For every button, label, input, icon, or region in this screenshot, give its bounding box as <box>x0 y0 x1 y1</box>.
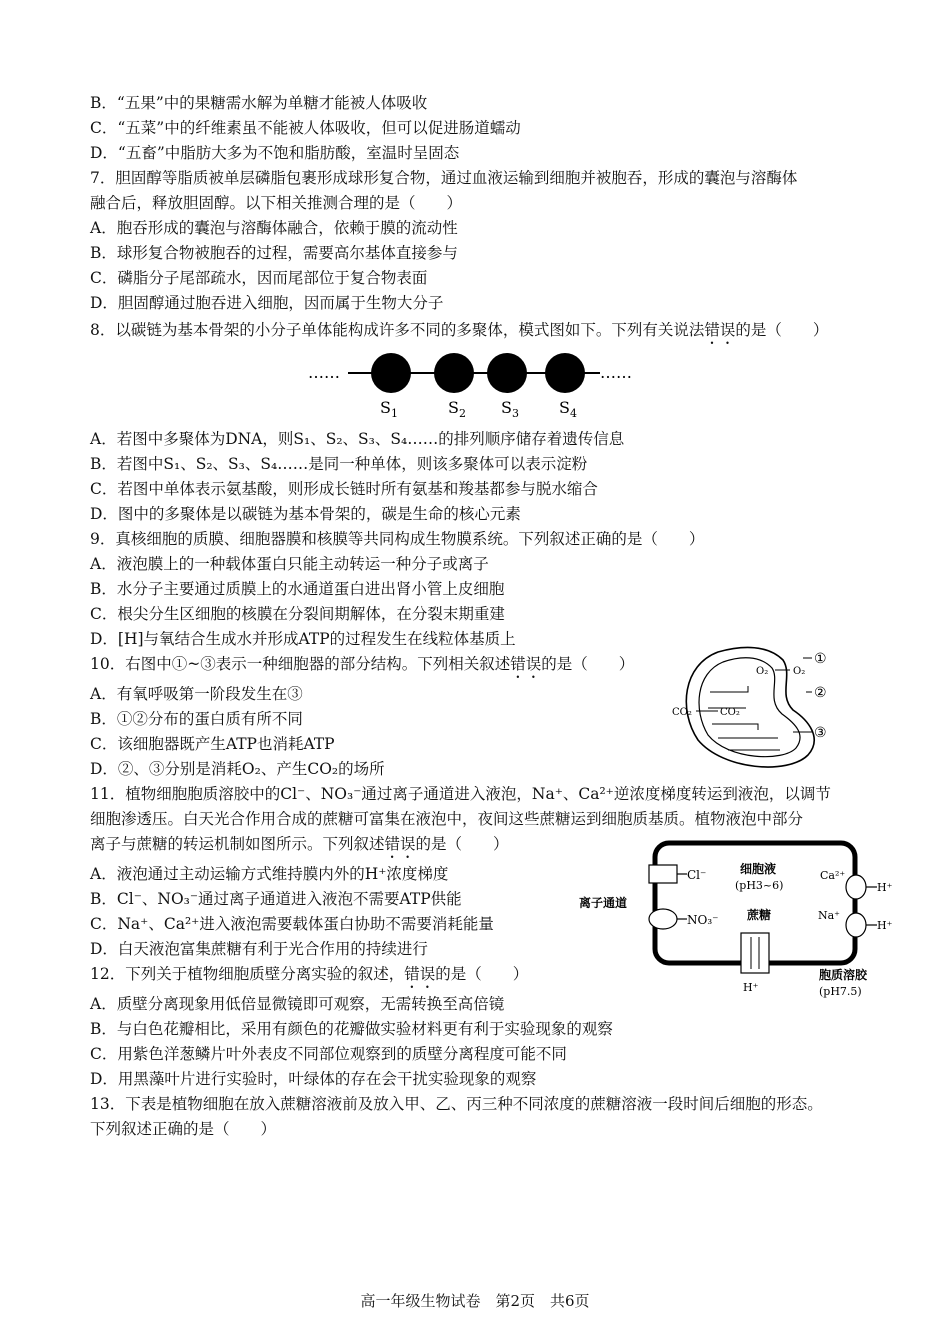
q11-stem-post: 的是（ ） <box>415 835 509 853</box>
q10-stem <box>90 654 634 682</box>
q9-stem: 9．真核细胞的质膜、细胞器膜和核膜等共同构成生物膜系统。下列叙述正确的是（ ） <box>90 530 705 548</box>
q9-option-a: A．液泡膜上的一种载体蛋白只能主动转运一种分子或离子 <box>90 555 489 573</box>
q13-stem-line1: 13．下表是植物细胞在放入蔗糖溶液前及放入甲、乙、丙三种不同浓度的蔗糖溶液一段时间后细胞的形态。 <box>90 1095 823 1113</box>
marker-1: ① <box>814 651 827 667</box>
ca-transporter <box>846 875 866 899</box>
q8-option-b: B．若图中S₁、S₂、S₃、S₄……是同一种单体，则该多聚体可以表示淀粉 <box>90 455 588 473</box>
monomer-s4 <box>545 353 585 393</box>
q12-option-a: A．质壁分离现象用低倍显微镜即可观察，无需转换至高倍镜 <box>90 995 505 1013</box>
q12-stem-post: 的是（ ） <box>435 965 529 983</box>
marker-2: ② <box>814 685 827 701</box>
q10-stem-post: 的是（ ） <box>541 655 635 673</box>
label-s2: $S_2$ <box>448 398 466 420</box>
ion-channel-label: 离子通道 <box>579 896 628 910</box>
marker-3: ③ <box>814 725 827 741</box>
q11-stem-line2: 细胞渗透压。白天光合作用合成的蔗糖可富集在液泡中，夜间这些蔗糖运到细胞质基质。植物液泡中部分 <box>90 810 804 828</box>
q8-stem-post: 的是（ ） <box>735 321 829 339</box>
monomer-s2 <box>434 353 474 393</box>
q11-option-b: B．Cl⁻、NO₃⁻通过离子通道进入液泡不需要ATP供能 <box>90 890 462 908</box>
monomer-s1 <box>371 353 411 393</box>
mitochondrion-diagram <box>668 640 848 780</box>
no3-label: NO₃⁻ <box>687 913 719 927</box>
q12-option-b: B．与白色花瓣相比，采用有颜色的花瓣做实验材料更有利于实验现象的观察 <box>90 1020 613 1038</box>
cell-sap-ph: (pH3~6) <box>735 879 784 892</box>
q10-option-c: C．该细胞器既产生ATP也消耗ATP <box>90 735 335 753</box>
o2-label-a: O₂ <box>756 666 769 677</box>
cytosol-label: 胞质溶胶 <box>819 968 868 982</box>
option-b: B．“五果”中的果糖需水解为单糖才能被人体吸收 <box>90 94 428 112</box>
cell-sap-label: 细胞液 <box>740 862 777 876</box>
q11-option-d: D．白天液泡富集蔗糖有利于光合作用的持续进行 <box>90 940 428 958</box>
q11-option-c: C．Na⁺、Ca²⁺进入液泡需要载体蛋白协助不需要消耗能量 <box>90 915 494 933</box>
q12-stem <box>90 964 528 992</box>
q10-option-d: D．②、③分别是消耗O₂、产生CO₂的场所 <box>90 760 385 778</box>
label-s1: $S_1$ <box>380 398 398 420</box>
label-s3: $S_3$ <box>501 398 519 420</box>
sucrose-label: 蔗糖 <box>747 908 772 922</box>
dots-left: …… <box>308 363 340 382</box>
monomer-s3 <box>487 353 527 393</box>
cl-label: Cl⁻ <box>687 868 707 882</box>
dots-right: …… <box>600 363 632 382</box>
vacuole-transport-diagram <box>575 835 905 1000</box>
q12-stem-emphasis: 错误 <box>404 965 436 983</box>
channel-cl <box>649 865 677 883</box>
q7-stem-line1: 7．胆固醇等脂质被单层磷脂包裹形成球形复合物，通过血液运输到细胞并被胞吞，形成的囊泡与溶酶体 <box>90 169 798 187</box>
q8-option-c: C．若图中单体表示氨基酸，则形成长链时所有氨基和羧基都参与脱水缩合 <box>90 480 598 498</box>
q10-stem-emphasis: 错误 <box>510 655 542 673</box>
ca-label: Ca²⁺ <box>820 869 846 882</box>
q11-stem-line1: 11．植物细胞胞质溶胶中的Cl⁻、NO₃⁻通过离子通道进入液泡，Na⁺、Ca²⁺逆浓度梯度转运到液泡，以调节 <box>90 785 831 803</box>
sucrose-transporter <box>741 933 769 973</box>
q11-stem-pre: 离子与蔗糖的转运机制如图所示。下列叙述 <box>90 835 385 853</box>
q8-option-a: A．若图中多聚体为DNA，则S₁、S₂、S₃、S₄……的排列顺序储存着遗传信息 <box>90 430 625 448</box>
q10-option-a: A．有氧呼吸第一阶段发生在③ <box>90 685 303 703</box>
na-label: Na⁺ <box>818 909 840 922</box>
q11-option-a: A．液泡通过主动运输方式维持膜内外的H⁺浓度梯度 <box>90 865 449 883</box>
q8-stem-emphasis: 错误 <box>704 321 736 339</box>
cytosol-ph: (pH7.5) <box>819 985 862 998</box>
q11-stem-emphasis: 错误 <box>384 835 416 853</box>
channel-no3 <box>649 909 677 929</box>
h-label-2: H⁺ <box>877 919 893 932</box>
q10-stem-pre: 10．右图中①~③表示一种细胞器的部分结构。下列相关叙述 <box>90 655 511 673</box>
o2-label-b: O₂ <box>793 666 806 677</box>
q13-stem-line2: 下列叙述正确的是（ ） <box>90 1120 277 1138</box>
q7-option-a: A．胞吞形成的囊泡与溶酶体融合，依赖于膜的流动性 <box>90 219 458 237</box>
q8-stem-pre: 8．以碳链为基本骨架的小分子单体能构成许多不同的多聚体，模式图如下。下列有关说法 <box>90 321 705 339</box>
q9-option-b: B．水分子主要通过质膜上的水通道蛋白进出肾小管上皮细胞 <box>90 580 505 598</box>
option-d: D．“五畜”中脂肪大多为不饱和脂肪酸，室温时呈固态 <box>90 144 460 162</box>
q10-option-b: B．①②分布的蛋白质有所不同 <box>90 710 303 728</box>
q7-stem-line2: 融合后，释放胆固醇。以下相关推测合理的是（ ） <box>90 194 463 212</box>
cristae <box>708 686 780 750</box>
q12-stem-pre: 12．下列关于植物细胞质壁分离实验的叙述， <box>90 965 405 983</box>
q11-stem-line3 <box>90 834 509 862</box>
q8-option-d: D．图中的多聚体是以碳链为基本骨架的，碳是生命的核心元素 <box>90 505 521 523</box>
q9-option-c: C．根尖分生区细胞的核膜在分裂间期解体，在分裂末期重建 <box>90 605 505 623</box>
h-label-1: H⁺ <box>877 881 893 894</box>
q7-option-d: D．胆固醇通过胞吞进入细胞，因而属于生物大分子 <box>90 294 444 312</box>
q12-option-c: C．用紫色洋葱鳞片叶外表皮不同部位观察到的质壁分离程度可能不同 <box>90 1045 567 1063</box>
co2-label-b: CO₂ <box>720 707 740 718</box>
q7-option-b: B．球形复合物被胞吞的过程，需要高尔基体直接参与 <box>90 244 458 262</box>
page-footer: 高一年级生物试卷 第2页 共6页 <box>360 1292 590 1310</box>
option-c: C．“五菜”中的纤维素虽不能被人体吸收，但可以促进肠道蠕动 <box>90 119 521 137</box>
na-transporter <box>846 913 866 937</box>
q9-option-d: D．[H]与氧结合生成水并形成ATP的过程发生在线粒体基质上 <box>90 630 516 648</box>
label-s4: $S_4$ <box>559 398 577 420</box>
q12-option-d: D．用黑藻叶片进行实验时，叶绿体的存在会干扰实验现象的观察 <box>90 1070 537 1088</box>
co2-label-a: CO₂ <box>672 707 692 718</box>
polymer-diagram <box>300 348 650 423</box>
q7-option-c: C．磷脂分子尾部疏水，因而尾部位于复合物表面 <box>90 269 428 287</box>
inner-membrane <box>699 658 800 757</box>
h-label-3: H⁺ <box>743 981 759 994</box>
q8-stem <box>90 320 828 348</box>
